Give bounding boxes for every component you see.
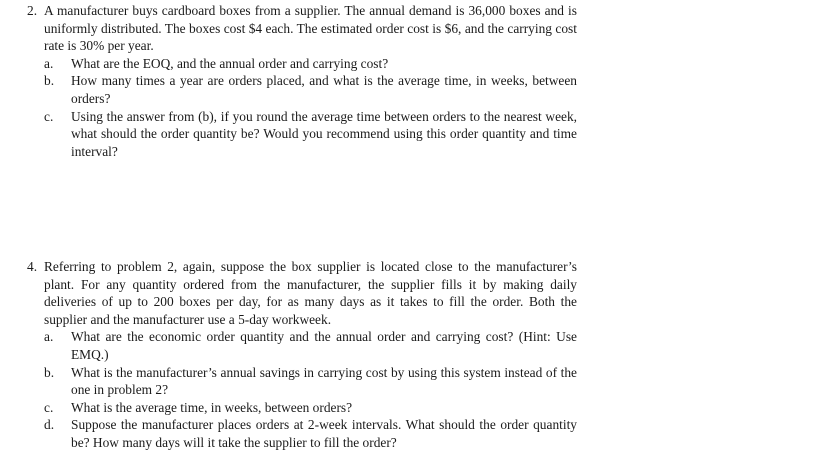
problem-text: Referring to problem 2, again, suppose the box supplier is located close to the manufacturer’s plant. For any quantity ordered from the manufacturer, the supplier fills it by making daily deliveries of up to 200 boxes per day, for as many days as it takes to fill the order. Both the supplier and the manufacturer use a 5-day workweek. bbox=[44, 259, 577, 327]
problem-text: A manufacturer buys cardboard boxes from a supplier. The annual demand is 36,000 boxes and is uniformly distributed. The boxes cost $4 each. The estimated order cost is $6, and the carrying cost rate is 30% per year. bbox=[44, 3, 577, 54]
part-text: What are the economic order quantity and the annual order and carrying cost? (Hint: Use EMQ.) bbox=[71, 329, 577, 362]
part-text: Using the answer from (b), if you round the average time between orders to the nearest week, what should the order quantity be? Would you recommend using this order quantity and time interval? bbox=[71, 108, 577, 159]
part-label: b. bbox=[44, 364, 55, 380]
problem-part-c bbox=[44, 399, 577, 417]
part-text: What is the average time, in weeks, between orders? bbox=[71, 399, 353, 415]
problem-part-b bbox=[44, 72, 577, 107]
problem-part-a bbox=[44, 55, 577, 73]
part-label: c. bbox=[44, 399, 54, 415]
part-text: What are the EOQ, and the annual order and carrying cost? bbox=[71, 55, 389, 71]
part-text: How many times a year are orders placed, and what is the average time, in weeks, between orders? bbox=[71, 73, 577, 106]
part-label: d. bbox=[44, 417, 55, 433]
problem-stem bbox=[27, 258, 577, 328]
part-label: a. bbox=[44, 329, 54, 345]
problem-stem bbox=[27, 2, 577, 55]
part-label: b. bbox=[44, 73, 55, 89]
problem-number: 2. bbox=[27, 3, 38, 18]
problem-part-b bbox=[44, 364, 577, 399]
problem-parts bbox=[27, 55, 577, 161]
problem-2 bbox=[27, 2, 577, 160]
problem-part-c bbox=[44, 108, 577, 161]
part-label: c. bbox=[44, 108, 54, 124]
part-label: a. bbox=[44, 55, 54, 71]
part-text: What is the manufacturer’s annual savings in carrying cost by using this system instead of the one in problem 2? bbox=[71, 364, 577, 398]
problem-4 bbox=[27, 258, 577, 452]
problem-part-a bbox=[44, 328, 577, 363]
problem-part-d bbox=[44, 416, 577, 451]
part-text: Suppose the manufacturer places orders at 2-week intervals. What should the order quantity be? How many days will it take the supplier to fill the order? bbox=[71, 417, 577, 450]
problem-number: 4. bbox=[27, 259, 38, 274]
problem-parts bbox=[27, 328, 577, 451]
